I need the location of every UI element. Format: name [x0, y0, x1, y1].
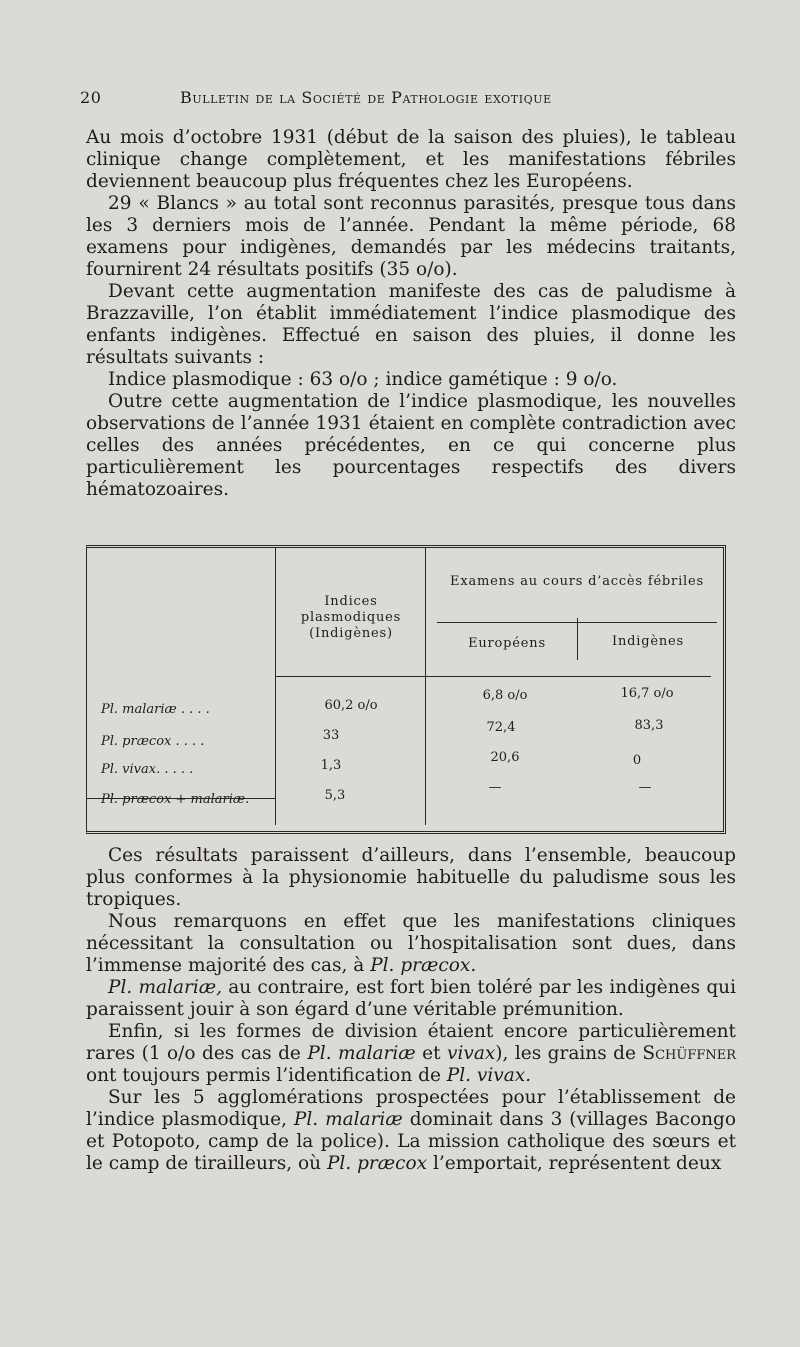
text-run: Enfin, si les formes de division étaient encore particulièrement rares (1 o/o des cas de: [86, 1021, 736, 1064]
paragraph: Ces résultats paraissent d’ailleurs, dans l’ensemble, beaucoup plus conformes à la physionomie habituelle du paludisme sous les tropiques.: [86, 845, 736, 910]
author-name: Schüffner: [642, 1043, 737, 1064]
cell-value: 0: [632, 753, 642, 768]
text-block-bottom: [86, 845, 736, 1175]
row-label: Pl. præcox . . . .: [101, 734, 205, 749]
cell-value: 72,4: [486, 720, 516, 735]
cell-value: —: [638, 780, 652, 795]
species-name: Pl. præcox.: [370, 955, 477, 976]
cell-value: 60,2 o/o: [324, 698, 378, 713]
header-indigenes: Indigènes: [612, 634, 684, 649]
species-name: Pl. vivax.: [446, 1065, 532, 1086]
paragraph: [86, 1021, 736, 1087]
paragraph: Indice plasmodique : 63 o/o ; indice gamétique : 9 o/o.: [108, 369, 618, 390]
text-run: et: [415, 1043, 447, 1064]
text-block-top: [86, 127, 736, 501]
table-rule: [577, 618, 578, 660]
cell-value: 6,8 o/o: [482, 688, 528, 703]
text-run: l’emportait, représentent deux: [427, 1153, 722, 1174]
data-table: [86, 545, 726, 834]
text-run: ont toujours permis l’identification de: [86, 1065, 447, 1086]
cell-value: 20,6: [490, 750, 520, 765]
table-rule: [437, 622, 717, 623]
paragraph: Au mois d’octobre 1931 (début de la saison des pluies), le tableau clinique change complètement, et les manifestations fébriles deviennent beaucoup plus fréquentes chez les Européens.: [86, 127, 736, 192]
row-label: Pl. præcox + malariæ.: [101, 792, 250, 807]
paragraph: [86, 977, 736, 1021]
cell-value: 16,7 o/o: [620, 686, 674, 701]
paragraph: 29 « Blancs » au total sont reconnus parasités, presque tous dans les 3 derniers mois de l’année. Pendant la même période, 68 examens pour indigènes, demandés par les médecins traitants, fournirent 24 résultats positifs (35 o/o).: [86, 193, 736, 280]
species-name: Pl. malariæ: [307, 1043, 416, 1064]
table-rule: [425, 548, 426, 825]
text-run: Nous remarquons en effet que les manifestations cliniques nécessitant la consultation ou l’hospitalisation sont dues, dans l’immense majorité des cas, à: [86, 911, 736, 976]
species-name: Pl. præcox: [326, 1153, 428, 1174]
paragraph: [86, 911, 736, 977]
cell-value: 83,3: [634, 718, 664, 733]
cell-value: 1,3: [320, 758, 342, 773]
cell-value: 33: [322, 728, 340, 743]
row-label: Pl. malariæ . . . .: [101, 702, 210, 717]
species-name: Pl. malariæ,: [108, 977, 223, 998]
page-number: 20: [80, 88, 102, 107]
journal-title: Bulletin de la Société de Pathologie exotique: [180, 88, 552, 107]
table-rule: [275, 548, 276, 825]
paragraph: [86, 1087, 736, 1175]
cell-value: 5,3: [324, 788, 346, 803]
row-label: Pl. vivax. . . . .: [101, 762, 194, 777]
header-examens: Examens au cours d’accès fébriles: [450, 574, 704, 589]
text-run: au contraire, est fort bien toléré par les indigènes qui paraissent jouir à son égard d’une véritable prémunition.: [86, 977, 736, 1020]
paragraph: Devant cette augmentation manifeste des cas de paludisme à Brazzaville, l’on établit immédiatement l’indice plasmodique des enfants indigènes. Effectué en saison des pluies, il donne les résultats suivants :: [86, 281, 736, 368]
species-name: vivax: [447, 1043, 496, 1064]
species-name: Pl. malariæ: [293, 1109, 403, 1130]
running-header: [80, 88, 740, 112]
text-run: dominait dans 3 (villages Bacongo et Potopoto, camp de la police). La mission catholique des sœurs et le camp de tirailleurs, où: [86, 1109, 736, 1174]
header-indices: Indices plasmodiques (Indigènes): [300, 594, 402, 641]
cell-value: —: [488, 780, 502, 795]
table-rule: [275, 676, 711, 677]
header-europeens: Européens: [468, 636, 546, 651]
text-run: ), les grains de: [495, 1043, 643, 1064]
text-run: Sur les 5 agglomérations prospectées pour l’établissement de l’indice plasmodique,: [86, 1087, 736, 1130]
paragraph: Outre cette augmentation de l’indice plasmodique, les nouvelles observations de l’année 1931 étaient en complète contradiction avec celles des années précédentes, en ce qui concerne plus particulièrement les pourcentages respectifs des divers hématozoaires.: [86, 391, 736, 500]
